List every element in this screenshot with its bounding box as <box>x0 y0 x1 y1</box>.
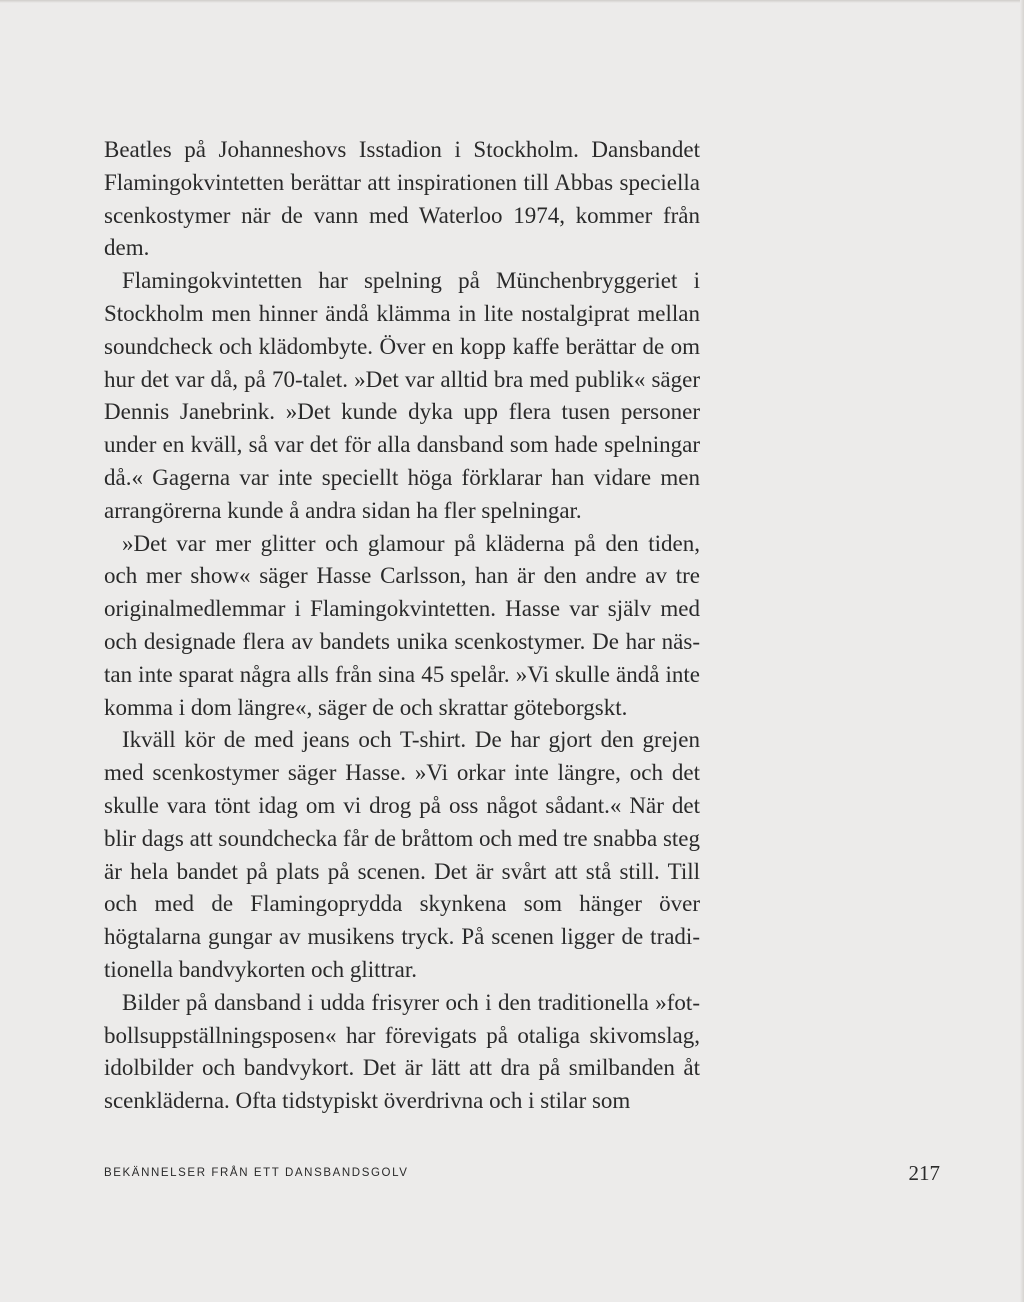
page-edge <box>1020 0 1024 1302</box>
paragraph-1: Beatles på Johanneshovs Isstadion i Stockholm. Dansbandet Flamingokvintetten berättar att inspirationen till Abbas speciella scenkostymer när de vann med Waterloo 1974, kommer från dem. <box>104 137 700 261</box>
page-edge <box>0 0 1024 3</box>
paragraph-4: Ikväll kör de med jeans och T-shirt. De har gjort den grejen med scenkostymer säger Hasse. »Vi orkar inte längre, och det skulle vara tönt idag om vi drog på oss något sådant.« När det blir dags att soundchecka får de bråttom och med tre snabba steg är hela bandet på plats på scenen. Det är svårt att stå still. Till och med de Flamingoprydda skynkena som hänger över högtalarna gungar av musikens tryck. På scenen ligger de traditionella bandvykorten och glittrar. <box>104 727 700 982</box>
paragraph-5: Bilder på dansband i udda frisyrer och i den traditionella »fotbollsuppställningsposen« har förevigats på otaliga skivomslag, idolbilder och bandvykort. Det är lätt att dra på smilbanden åt scenkläderna. Ofta tidstypiskt överdrivna och i stilar som <box>104 989 700 1114</box>
page-footer <box>104 1163 940 1191</box>
page-number: 217 <box>908 1161 940 1185</box>
body-text <box>104 134 700 1118</box>
paragraph-3: »Det var mer glitter och glamour på kläderna på den tiden, och mer show« säger Hasse Carlsson, han är den andre av tre originalmedlemmar i Flamingokvintetten. Hasse var själv med och designade flera av bandets unika scenkostymer. De har nästan inte sparat några alls från sina 45 spelår. »Vi skulle ändå inte komma i dom längre«, säger de och skrattar göteborgskt. <box>104 530 700 720</box>
running-head: BEKÄNNELSER FRÅN ETT DANSBANDSGOLV <box>104 1167 409 1179</box>
paragraph-2: Flamingokvintetten har spelning på Münchenbryggeriet i Stockholm men hinner ändå klämma in lite nostalgiprat mellan soundcheck och klädombyte. Över en kopp kaffe berättar de om hur det var då, på 70-talet. »Det var alltid bra med publik« säger Dennis Janebrink. »Det kunde dyka upp flera tusen personer under en kväll, så var det för alla dansband som hade spelningar då.« Gagerna var inte speciellt höga förklarar han vidare men arrangörerna kunde å andra sidan ha fler spelningar. <box>104 268 700 523</box>
